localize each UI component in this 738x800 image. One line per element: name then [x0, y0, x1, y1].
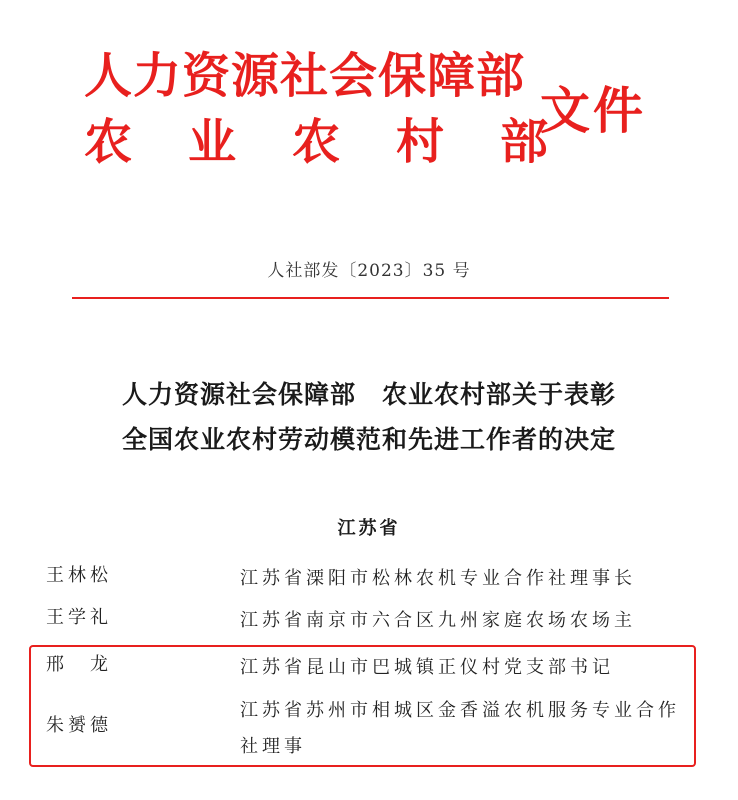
honoree-name: 王林松 — [46, 565, 112, 586]
org-char: 村 — [396, 114, 445, 170]
honoree-name: 朱赟德 — [46, 715, 112, 736]
honoree-description: 江苏省南京市六合区九州家庭农场农场主 — [240, 610, 636, 631]
org-char: 农 — [84, 114, 133, 170]
issuing-org-line-2 — [84, 114, 549, 170]
document-header — [0, 0, 738, 200]
org-char: 部 — [500, 114, 549, 170]
honoree-description: 江苏省苏州市相城区金香溢农机服务专业合作社理事 — [240, 700, 680, 757]
document-suffix: 文件 — [540, 81, 646, 140]
highlight-box — [29, 645, 696, 767]
org-char: 农 — [292, 114, 341, 170]
org-char: 业 — [188, 114, 237, 170]
province-heading: 江苏省 — [337, 518, 401, 539]
honoree-name: 邢 龙 — [46, 654, 112, 675]
honoree-name: 王学礼 — [46, 607, 112, 628]
document-number: 人社部发〔2023〕35 号 — [267, 261, 471, 281]
red-divider — [72, 297, 669, 299]
honoree-description: 江苏省昆山市巴城镇正仪村党支部书记 — [240, 657, 614, 678]
document-title-line-2: 全国农业农村劳动模范和先进工作者的决定 — [121, 425, 616, 454]
document-title-line-1: 人力资源社会保障部 农业农村部关于表彰 — [121, 380, 616, 409]
honoree-description: 江苏省溧阳市松林农机专业合作社理事长 — [240, 568, 636, 589]
issuing-org-line-1: 人力资源社会保障部 — [84, 48, 526, 104]
